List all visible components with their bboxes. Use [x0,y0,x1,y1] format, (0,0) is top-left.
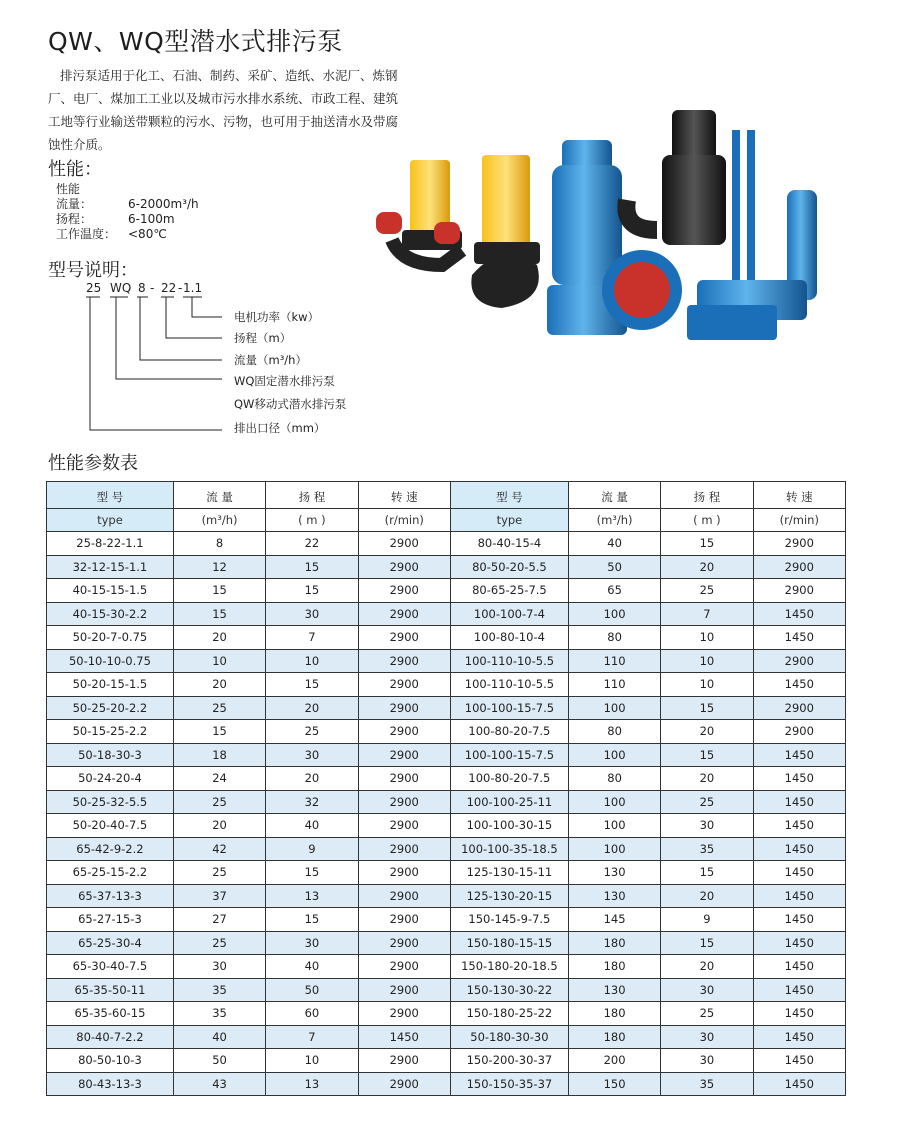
table-cell: 30 [266,602,358,626]
table-cell: 37 [173,884,265,908]
table-cell: 130 [568,884,660,908]
table-cell: 15 [266,555,358,579]
table-row [47,579,846,603]
table-cell: 80 [568,626,660,650]
table-cell: 50-18-30-3 [47,743,174,767]
code-part-caliber: 25 [86,281,102,295]
table-cell: 150-130-30-22 [450,978,568,1002]
table-cell: 1450 [753,908,845,932]
header-speed: 转 速 [753,482,845,509]
table-cell: 40-15-30-2.2 [47,602,174,626]
header-flow: 流 量 [568,482,660,509]
table-header-row-en [47,509,846,532]
table-row [47,767,846,791]
table-cell: 25 [173,861,265,885]
table-cell: 65-30-40-7.5 [47,955,174,979]
table-row [47,720,846,744]
table-cell: 1450 [753,884,845,908]
table-row [47,602,846,626]
label-outlet-diameter: 排出口径（mm） [234,421,326,435]
table-row [47,532,846,556]
table-cell: 35 [661,837,753,861]
table-cell: 2900 [358,1072,450,1096]
performance-row [56,212,199,227]
table-cell: 40 [173,1025,265,1049]
performance-value: <80℃ [128,227,167,241]
code-part-flow: 8 [138,281,146,295]
table-cell: 42 [173,837,265,861]
table-cell: 10 [266,649,358,673]
table-row [47,861,846,885]
performance-heading: 性能： [48,159,102,180]
table-cell: 15 [173,579,265,603]
table-cell: 30 [266,931,358,955]
table-cell: 25-8-22-1.1 [47,532,174,556]
table-cell: 100-100-35-18.5 [450,837,568,861]
table-cell: 7 [266,1025,358,1049]
table-cell: 100 [568,837,660,861]
intro-paragraph: 排污泵适用于化工、石油、制药、采矿、造纸、水泥厂、炼钢厂、电厂、煤加工工业以及城市污水排水系统、市政工程、建筑工地等行业输送带颗粒的污水、污物，也可用于抽送清水及带腐蚀性介质。 [48,68,399,152]
table-cell: 32 [266,790,358,814]
performance-key: 扬程： [56,212,93,226]
table-header-row-cn [47,482,846,509]
table-cell: 25 [661,790,753,814]
table-cell: 35 [173,978,265,1002]
table-cell: 15 [266,861,358,885]
table-body [47,532,846,1096]
table-cell: 100 [568,790,660,814]
table-cell: 125-130-15-11 [450,861,568,885]
table-cell: 1450 [753,861,845,885]
model-code-diagram [82,281,402,441]
page-title: QW、WQ型潜水式排污泵 [48,27,343,56]
table-cell: 100-100-15-7.5 [450,743,568,767]
table-cell: 1450 [753,790,845,814]
code-separator: - [150,281,155,295]
table-cell: 1450 [753,673,845,697]
header-model-unit: type [450,509,568,532]
table-cell: 80-40-7-2.2 [47,1025,174,1049]
performance-key: 流量： [56,197,93,211]
table-cell: 25 [661,579,753,603]
table-cell: 150-145-9-7.5 [450,908,568,932]
table-cell: 20 [173,626,265,650]
header-head-unit: ( m ) [661,509,753,532]
table-cell: 35 [173,1002,265,1026]
table-cell: 15 [661,931,753,955]
label-wq-fixed: WQ固定潜水排污泵 [234,374,335,388]
table-cell: 2900 [358,955,450,979]
table-cell: 20 [661,767,753,791]
label-qw-mobile: QW移动式潜水排污泵 [234,397,347,411]
table-cell: 9 [266,837,358,861]
table-cell: 10 [661,673,753,697]
table-row [47,696,846,720]
table-cell: 30 [661,978,753,1002]
table-cell: 8 [173,532,265,556]
table-cell: 2900 [358,978,450,1002]
table-cell: 15 [173,602,265,626]
header-model-unit: type [47,509,174,532]
table-cell: 2900 [753,579,845,603]
table-cell: 20 [266,696,358,720]
table-cell: 2900 [358,532,450,556]
table-cell: 65-35-50-11 [47,978,174,1002]
table-cell: 2900 [358,696,450,720]
table-cell: 30 [266,743,358,767]
table-row [47,555,846,579]
performance-parameter-table [46,481,846,1096]
table-cell: 25 [173,790,265,814]
table-cell: 180 [568,931,660,955]
table-cell: 15 [661,532,753,556]
table-cell: 65-35-60-15 [47,1002,174,1026]
table-cell: 50-15-25-2.2 [47,720,174,744]
table-row [47,673,846,697]
table-cell: 35 [661,1072,753,1096]
table-cell: 65-25-30-4 [47,931,174,955]
label-flow: 流量（m³/h） [234,353,307,367]
table-cell: 50-10-10-0.75 [47,649,174,673]
table-cell: 1450 [753,1049,845,1073]
table-row [47,884,846,908]
table-cell: 22 [266,532,358,556]
table-cell: 9 [661,908,753,932]
table-cell: 2900 [358,790,450,814]
table-cell: 100-100-30-15 [450,814,568,838]
table-cell: 2900 [358,602,450,626]
table-cell: 110 [568,649,660,673]
header-speed-unit: (r/min) [358,509,450,532]
table-cell: 2900 [358,1049,450,1073]
table-cell: 24 [173,767,265,791]
table-row [47,814,846,838]
header-model: 型 号 [47,482,174,509]
table-row [47,908,846,932]
table-cell: 125-130-20-15 [450,884,568,908]
table-row [47,931,846,955]
table-cell: 180 [568,1002,660,1026]
table-cell: 1450 [753,1025,845,1049]
table-cell: 25 [266,720,358,744]
table-cell: 60 [266,1002,358,1026]
table-cell: 150-200-30-37 [450,1049,568,1073]
performance-key: 工作温度： [56,227,117,241]
table-cell: 1450 [753,743,845,767]
code-part-power: 1.1 [183,281,203,295]
table-cell: 20 [661,720,753,744]
table-cell: 100-110-10-5.5 [450,673,568,697]
code-part-type: WQ [110,281,132,295]
table-cell: 40 [266,814,358,838]
table-cell: 145 [568,908,660,932]
table-cell: 2900 [358,908,450,932]
table-cell: 65 [568,579,660,603]
table-cell: 30 [173,955,265,979]
table-cell: 1450 [753,626,845,650]
table-heading: 性能参数表 [48,453,138,474]
table-cell: 10 [173,649,265,673]
table-cell: 100 [568,814,660,838]
table-row [47,1002,846,1026]
table-cell: 18 [173,743,265,767]
table-cell: 50 [266,978,358,1002]
table-cell: 32-12-15-1.1 [47,555,174,579]
table-cell: 80-40-15-4 [450,532,568,556]
table-cell: 50-25-32-5.5 [47,790,174,814]
table-cell: 50-25-20-2.2 [47,696,174,720]
table-cell: 25 [661,1002,753,1026]
table-cell: 1450 [753,955,845,979]
table-cell: 2900 [358,626,450,650]
table-cell: 2900 [358,1002,450,1026]
table-cell: 7 [661,602,753,626]
table-cell: 20 [661,884,753,908]
table-cell: 80-50-20-5.5 [450,555,568,579]
table-cell: 2900 [753,555,845,579]
table-cell: 15 [661,696,753,720]
table-cell: 30 [661,1049,753,1073]
table-cell: 100 [568,602,660,626]
table-cell: 180 [568,955,660,979]
table-cell: 2900 [358,673,450,697]
table-cell: 100-80-20-7.5 [450,720,568,744]
table-row [47,1049,846,1073]
table-row [47,626,846,650]
table-cell: 2900 [753,532,845,556]
header-model: 型 号 [450,482,568,509]
table-row [47,649,846,673]
table-cell: 15 [266,579,358,603]
performance-value: 6-2000m³/h [128,197,199,211]
table-cell: 65-25-15-2.2 [47,861,174,885]
table-cell: 2900 [358,814,450,838]
table-cell: 20 [661,555,753,579]
table-cell: 150-180-20-18.5 [450,955,568,979]
code-separator: - [178,281,183,295]
table-row [47,837,846,861]
table-cell: 27 [173,908,265,932]
performance-block [56,182,199,242]
table-cell: 80-43-13-3 [47,1072,174,1096]
table-cell: 2900 [753,696,845,720]
performance-row [56,197,199,212]
table-cell: 50 [568,555,660,579]
table-cell: 65-37-13-3 [47,884,174,908]
table-cell: 2900 [358,555,450,579]
pump-product-photo [372,100,872,360]
table-cell: 1450 [753,602,845,626]
table-cell: 30 [661,814,753,838]
label-head: 扬程（m） [234,331,292,345]
table-cell: 1450 [753,931,845,955]
header-speed-unit: (r/min) [753,509,845,532]
table-cell: 50-20-7-0.75 [47,626,174,650]
table-cell: 15 [266,908,358,932]
table-cell: 13 [266,884,358,908]
performance-value: 6-100m [128,212,175,226]
table-cell: 50-180-30-30 [450,1025,568,1049]
table-cell: 2900 [358,649,450,673]
table-cell: 2900 [358,861,450,885]
table-cell: 10 [661,626,753,650]
header-speed: 转 速 [358,482,450,509]
table-cell: 2900 [358,743,450,767]
table-cell: 50 [173,1049,265,1073]
table-row [47,743,846,767]
table-cell: 15 [661,861,753,885]
performance-row [56,227,199,242]
table-cell: 1450 [753,978,845,1002]
table-cell: 20 [173,673,265,697]
table-cell: 1450 [753,837,845,861]
table-cell: 40 [266,955,358,979]
table-cell: 180 [568,1025,660,1049]
table-cell: 80-50-10-3 [47,1049,174,1073]
table-cell: 20 [661,955,753,979]
table-cell: 20 [173,814,265,838]
table-cell: 2900 [358,579,450,603]
table-cell: 100-80-20-7.5 [450,767,568,791]
model-heading: 型号说明： [48,260,138,281]
table-row [47,790,846,814]
table-row [47,1025,846,1049]
table-cell: 13 [266,1072,358,1096]
table-cell: 100 [568,696,660,720]
table-cell: 15 [266,673,358,697]
table-cell: 40 [568,532,660,556]
table-cell: 65-27-15-3 [47,908,174,932]
table-cell: 43 [173,1072,265,1096]
table-cell: 25 [173,696,265,720]
table-cell: 110 [568,673,660,697]
table-row [47,955,846,979]
table-cell: 100-80-10-4 [450,626,568,650]
code-part-head: 22 [161,281,177,295]
table-cell: 100-100-7-4 [450,602,568,626]
table-cell: 200 [568,1049,660,1073]
table-cell: 1450 [753,814,845,838]
table-cell: 100 [568,743,660,767]
table-cell: 100-110-10-5.5 [450,649,568,673]
table-cell: 80 [568,767,660,791]
table-cell: 12 [173,555,265,579]
table-cell: 2900 [358,884,450,908]
table-cell: 80-65-25-7.5 [450,579,568,603]
table-cell: 2900 [358,837,450,861]
table-cell: 1450 [753,1002,845,1026]
table-cell: 65-42-9-2.2 [47,837,174,861]
table-cell: 7 [266,626,358,650]
table-cell: 130 [568,861,660,885]
table-cell: 150 [568,1072,660,1096]
table-cell: 30 [661,1025,753,1049]
table-cell: 50-20-15-1.5 [47,673,174,697]
performance-label: 性能 [56,182,81,196]
header-flow-unit: (m³/h) [173,509,265,532]
header-head: 扬 程 [266,482,358,509]
table-cell: 80 [568,720,660,744]
table-cell: 2900 [753,720,845,744]
table-cell: 2900 [358,931,450,955]
header-flow: 流 量 [173,482,265,509]
header-head: 扬 程 [661,482,753,509]
table-cell: 100-100-15-7.5 [450,696,568,720]
table-cell: 10 [266,1049,358,1073]
table-cell: 1450 [753,767,845,791]
header-head-unit: ( m ) [266,509,358,532]
table-cell: 15 [173,720,265,744]
table-cell: 2900 [753,649,845,673]
table-cell: 1450 [358,1025,450,1049]
table-cell: 2900 [358,767,450,791]
table-cell: 25 [173,931,265,955]
table-row [47,1072,846,1096]
table-cell: 130 [568,978,660,1002]
table-cell: 50-20-40-7.5 [47,814,174,838]
table-cell: 20 [266,767,358,791]
table-cell: 150-150-35-37 [450,1072,568,1096]
label-motor-power: 电机功率（kw） [234,310,320,324]
header-flow-unit: (m³/h) [568,509,660,532]
table-cell: 10 [661,649,753,673]
table-cell: 2900 [358,720,450,744]
table-cell: 50-24-20-4 [47,767,174,791]
table-row [47,978,846,1002]
bracket-lines [82,281,252,441]
table-cell: 40-15-15-1.5 [47,579,174,603]
table-cell: 150-180-15-15 [450,931,568,955]
table-cell: 100-100-25-11 [450,790,568,814]
table-cell: 1450 [753,1072,845,1096]
table-cell: 150-180-25-22 [450,1002,568,1026]
table-cell: 15 [661,743,753,767]
